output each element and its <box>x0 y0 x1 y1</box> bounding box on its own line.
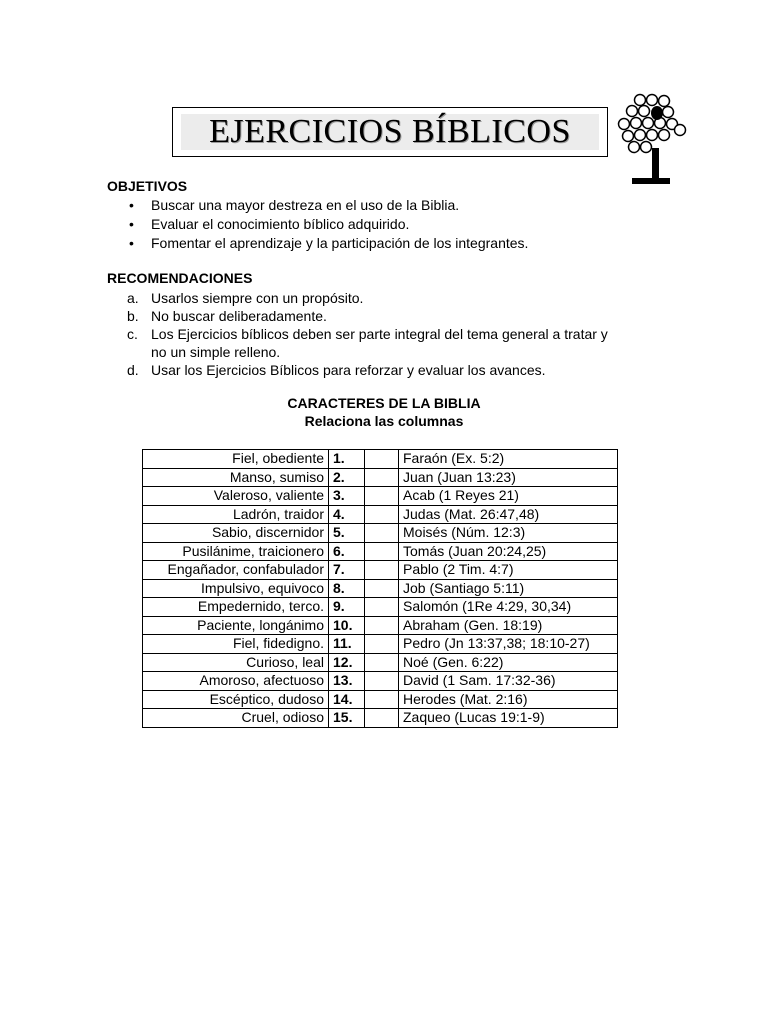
number-cell: 12. <box>329 653 365 672</box>
character-cell: Faraón (Ex. 5:2) <box>399 450 618 469</box>
list-item-text-continued: no un simple relleno. <box>151 344 281 360</box>
list-letter: c. <box>127 326 138 342</box>
list-letter: b. <box>127 308 139 324</box>
character-cell: Zaqueo (Lucas 19:1-9) <box>399 709 618 728</box>
exercise-title: CARACTERES DE LA BIBLIA <box>287 395 481 411</box>
page-title: EJERCICIOS BÍBLICOS <box>209 113 571 150</box>
title-banner-fill <box>181 114 599 150</box>
table-row <box>143 616 618 635</box>
number-cell: 10. <box>329 616 365 635</box>
character-cell: David (1 Sam. 17:32-36) <box>399 672 618 691</box>
trait-cell: Amoroso, afectuoso <box>143 672 329 691</box>
table-row <box>143 505 618 524</box>
character-cell: Moisés (Núm. 12:3) <box>399 524 618 543</box>
recomendaciones-heading: RECOMENDACIONES <box>107 270 253 286</box>
number-cell: 15. <box>329 709 365 728</box>
number-cell: 2. <box>329 468 365 487</box>
list-letter: d. <box>127 362 139 378</box>
list-item <box>127 325 608 361</box>
number-cell: 1. <box>329 450 365 469</box>
table-row <box>143 709 618 728</box>
list-item <box>127 215 528 234</box>
trait-cell: Pusilánime, traicionero <box>143 542 329 561</box>
list-item-text: Evaluar el conocimiento bíblico adquirido. <box>151 216 410 232</box>
trait-cell: Impulsivo, equivoco <box>143 579 329 598</box>
list-letter: a. <box>127 290 139 306</box>
number-cell: 8. <box>329 579 365 598</box>
list-item <box>127 307 608 325</box>
trait-cell: Cruel, odioso <box>143 709 329 728</box>
trait-cell: Curioso, leal <box>143 653 329 672</box>
answer-blank-cell[interactable] <box>365 672 399 691</box>
character-cell: Juan (Juan 13:23) <box>399 468 618 487</box>
table-row <box>143 653 618 672</box>
table-row <box>143 561 618 580</box>
answer-blank-cell[interactable] <box>365 709 399 728</box>
number-cell: 4. <box>329 505 365 524</box>
objetivos-heading: OBJETIVOS <box>107 178 188 194</box>
list-item-text: Buscar una mayor destreza en el uso de la Biblia. <box>151 197 460 213</box>
trait-cell: Sabio, discernidor <box>143 524 329 543</box>
character-cell: Judas (Mat. 26:47,48) <box>399 505 618 524</box>
number-cell: 14. <box>329 690 365 709</box>
table-row <box>143 450 618 469</box>
number-cell: 3. <box>329 487 365 506</box>
list-item-text: Usarlos siempre con un propósito. <box>151 290 364 306</box>
answer-blank-cell[interactable] <box>365 505 399 524</box>
answer-blank-cell[interactable] <box>365 561 399 580</box>
number-cell: 9. <box>329 598 365 617</box>
list-item <box>127 234 528 253</box>
table-row <box>143 690 618 709</box>
answer-blank-cell[interactable] <box>365 598 399 617</box>
character-cell: Salomón (1Re 4:29, 30,34) <box>399 598 618 617</box>
list-item <box>127 361 608 379</box>
trait-cell: Empedernido, terco. <box>143 598 329 617</box>
answer-blank-cell[interactable] <box>365 579 399 598</box>
list-item-text: Usar los Ejercicios Bíblicos para reforzar y evaluar los avances. <box>151 362 546 378</box>
matching-table-body <box>143 450 618 728</box>
table-row <box>143 579 618 598</box>
bullet-glyph: • <box>129 197 134 213</box>
table-row <box>143 524 618 543</box>
answer-blank-cell[interactable] <box>365 616 399 635</box>
list-item-text: Fomentar el aprendizaje y la participación de los integrantes. <box>151 235 529 251</box>
trait-cell: Ladrón, traidor <box>143 505 329 524</box>
bullet-glyph: • <box>129 235 134 251</box>
table-row <box>143 468 618 487</box>
answer-blank-cell[interactable] <box>365 450 399 469</box>
number-cell: 13. <box>329 672 365 691</box>
answer-blank-cell[interactable] <box>365 468 399 487</box>
trait-cell: Fiel, fidedigno. <box>143 635 329 654</box>
trait-cell: Paciente, longánimo <box>143 616 329 635</box>
recomendaciones-list <box>127 289 608 379</box>
answer-blank-cell[interactable] <box>365 524 399 543</box>
number-cell: 7. <box>329 561 365 580</box>
trait-cell: Manso, sumiso <box>143 468 329 487</box>
character-cell: Noé (Gen. 6:22) <box>399 653 618 672</box>
table-row <box>143 672 618 691</box>
trait-cell: Fiel, obediente <box>143 450 329 469</box>
character-cell: Herodes (Mat. 2:16) <box>399 690 618 709</box>
objetivos-list <box>127 196 528 253</box>
list-item-text: No buscar deliberadamente. <box>151 308 327 324</box>
trait-cell: Valeroso, valiente <box>143 487 329 506</box>
character-cell: Tomás (Juan 20:24,25) <box>399 542 618 561</box>
character-cell: Job (Santiago 5:11) <box>399 579 618 598</box>
trait-cell: Escéptico, dudoso <box>143 690 329 709</box>
number-cell: 5. <box>329 524 365 543</box>
character-cell: Pedro (Jn 13:37,38; 18:10-27) <box>399 635 618 654</box>
table-row <box>143 542 618 561</box>
bullet-glyph: • <box>129 216 134 232</box>
list-item-text: Los Ejercicios bíblicos deben ser parte integral del tema general a tratar y <box>151 326 608 342</box>
table-row <box>143 635 618 654</box>
answer-blank-cell[interactable] <box>365 690 399 709</box>
character-cell: Pablo (2 Tim. 4:7) <box>399 561 618 580</box>
number-cell: 6. <box>329 542 365 561</box>
character-cell: Abraham (Gen. 18:19) <box>399 616 618 635</box>
list-item <box>127 289 608 307</box>
character-cell: Acab (1 Reyes 21) <box>399 487 618 506</box>
list-item <box>127 196 528 215</box>
answer-blank-cell[interactable] <box>365 653 399 672</box>
number-cell: 11. <box>329 635 365 654</box>
answer-blank-cell[interactable] <box>365 542 399 561</box>
answer-blank-cell[interactable] <box>365 487 399 506</box>
matching-table <box>142 449 618 728</box>
table-row <box>143 487 618 506</box>
exercise-subtitle: Relaciona las columnas <box>304 413 464 429</box>
title-banner <box>172 107 608 157</box>
table-row <box>143 598 618 617</box>
answer-blank-cell[interactable] <box>365 635 399 654</box>
trait-cell: Engañador, confabulador <box>143 561 329 580</box>
tree-icon <box>612 92 688 188</box>
